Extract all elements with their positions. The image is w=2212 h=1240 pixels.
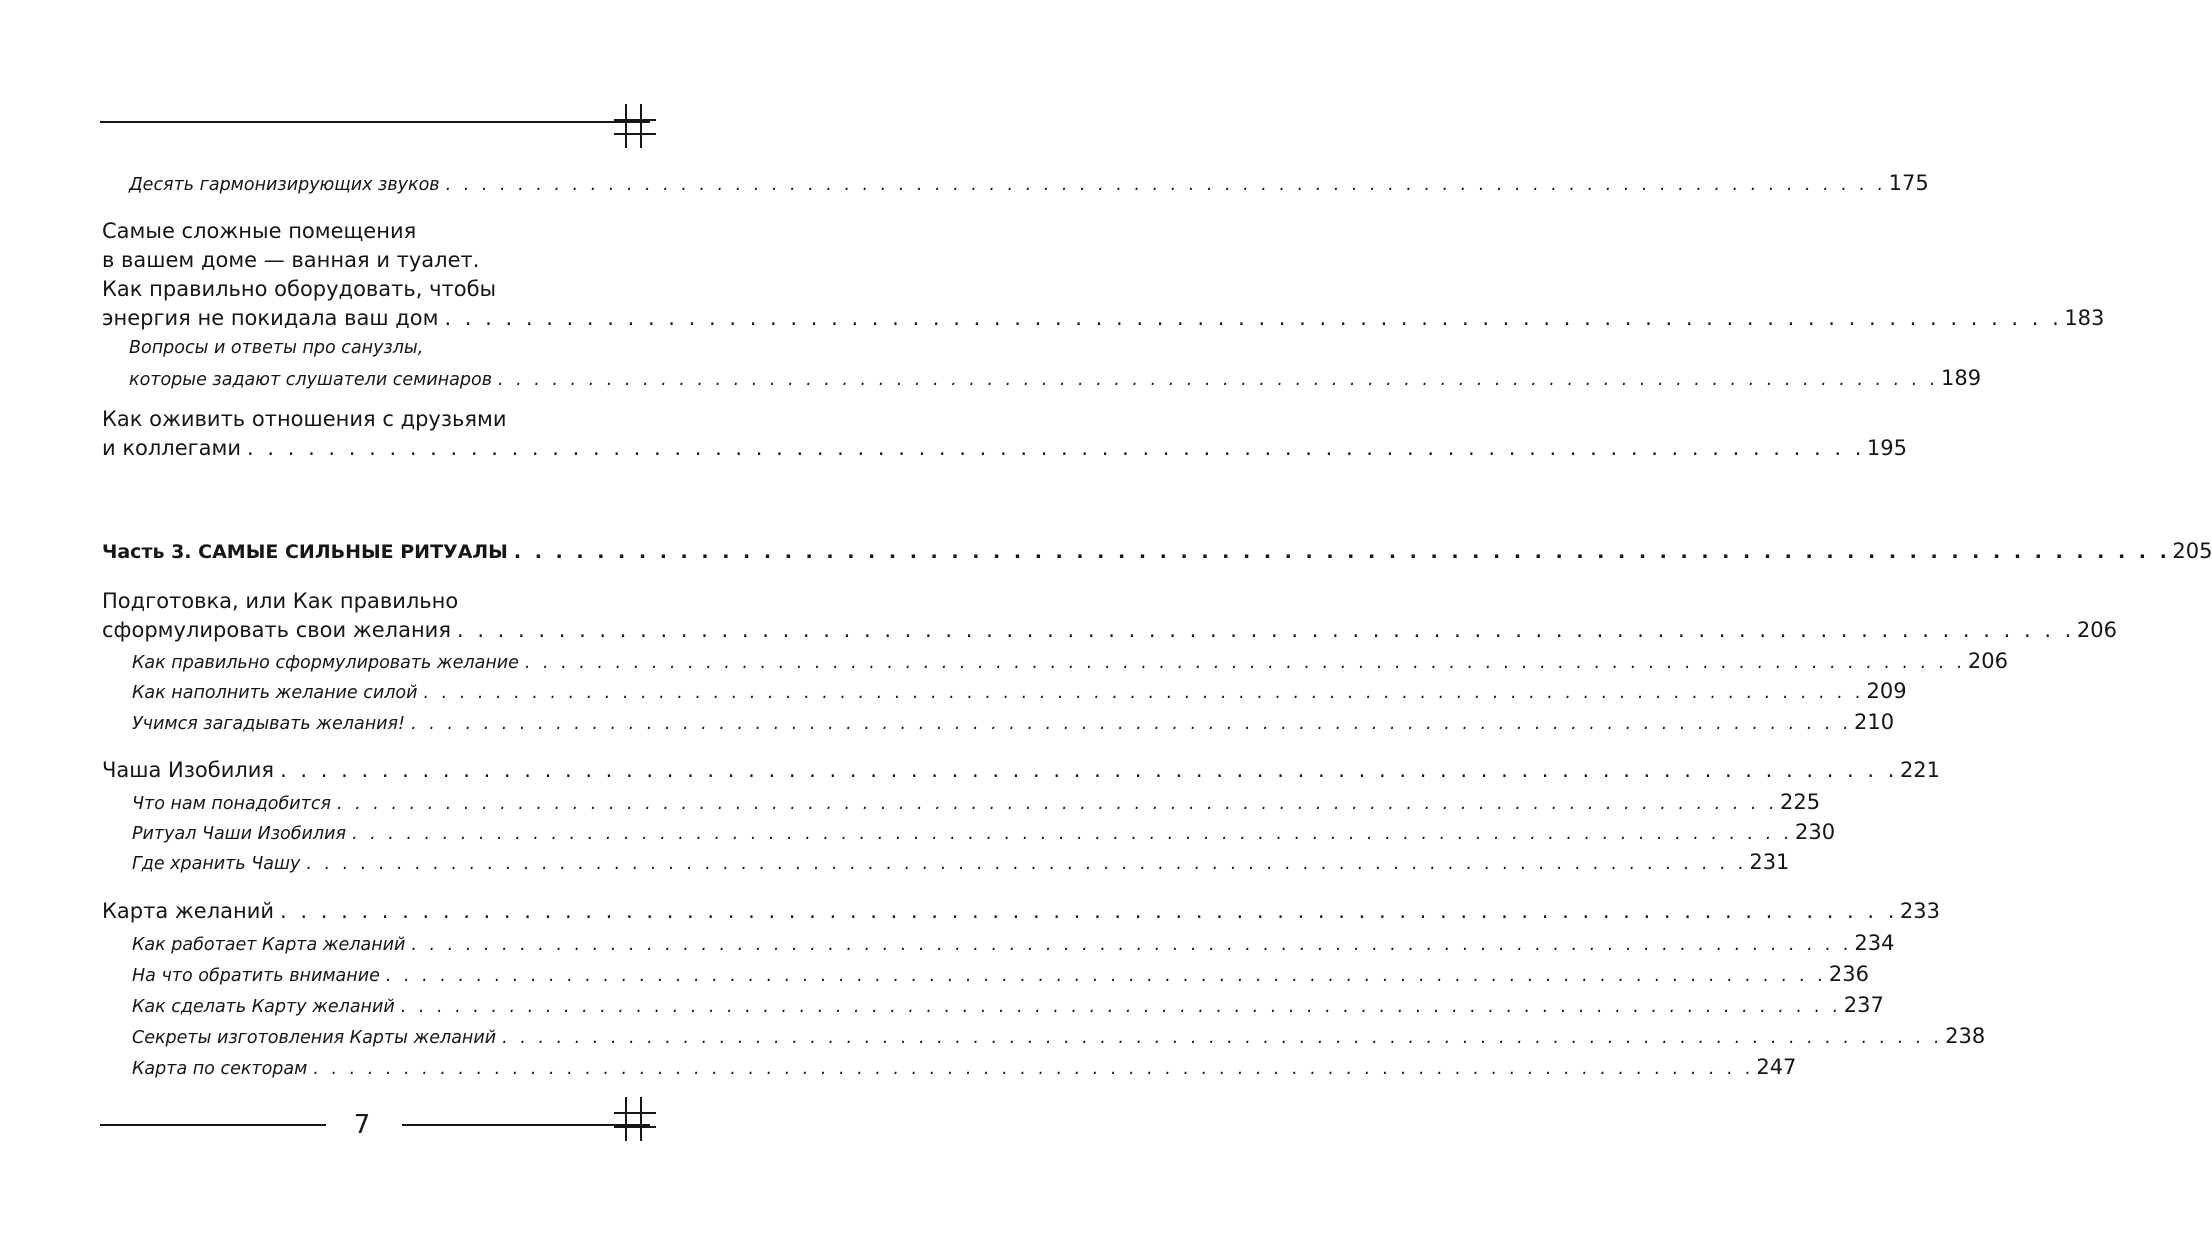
toc-line	[102, 959, 1869, 989]
dot-leader: . . . . . . . . . . . . . . . . . . . . . . . . . . . . . . . . . . . . . . . . . . . . . . . . . . . . . . . . . . . . . . . . . . . . . . . . . . . . . . . .	[337, 794, 1779, 814]
toc-entry-title: Ритуал Чаши Изобилия	[132, 824, 346, 844]
toc-line	[102, 787, 1821, 817]
toc-line	[102, 707, 1895, 737]
toc-page-number: 206	[2076, 618, 2117, 642]
toc-entry-title: Самые сложные помещения	[102, 219, 417, 243]
toc-entry-title: энергия не покидала ваш дом	[102, 306, 439, 330]
toc-part-heading[interactable]	[102, 537, 2212, 566]
toc-line	[102, 756, 1941, 785]
toc-line	[102, 990, 1884, 1020]
toc-entry-title: Как наполнить желание силой	[132, 683, 418, 703]
toc-page-number: 234	[1854, 931, 1895, 955]
toc-entry[interactable]	[102, 333, 1982, 393]
dot-leader: . . . . . . . . . . . . . . . . . . . . . . . . . . . . . . . . . . . . . . . . . . . . . . . . . . . . . . . . . . . . . . . . . . . . . . . . . . . . . . . .	[385, 966, 1827, 986]
dot-leader: . . . . . . . . . . . . . . . . . . . . . . . . . . . . . . . . . . . . . . . . . . . . . . . . . . . . . . . . . . . . . . . . . . . . . . . . . . . . . . . .	[280, 899, 1898, 923]
toc-entry-title: Как правильно сформулировать желание	[132, 653, 519, 673]
toc-line	[102, 897, 1941, 926]
dot-leader: . . . . . . . . . . . . . . . . . . . . . . . . . . . . . . . . . . . . . . . . . . . . . . . . . . . . . . . . . . . . . . . . . . . . . . . . . . . . . . . .	[280, 758, 1898, 782]
dot-leader: . . . . . . . . . . . . . . . . . . . . . . . . . . . . . . . . . . . . . . . . . . . . . . . . . . . . . . . . . . . . . . . . . . . . . . . . . . . . . . . .	[313, 1059, 1755, 1079]
toc-entry[interactable]	[102, 817, 1836, 847]
toc-entry-title: На что обратить внимание	[132, 966, 380, 986]
toc-entry[interactable]	[102, 756, 1941, 785]
toc-entry[interactable]	[102, 847, 1790, 877]
toc-page-number: 233	[1899, 899, 1941, 923]
toc-entry[interactable]	[102, 1052, 1797, 1082]
toc-line	[102, 646, 2008, 676]
toc-line	[102, 676, 1907, 706]
toc-entry-title: которые задают слушатели семинаров	[129, 370, 493, 390]
toc-entry-title: Подготовка, или Как правильно	[102, 589, 459, 613]
toc-entry[interactable]	[102, 1021, 1986, 1051]
toc-page-number: 195	[1866, 436, 1907, 460]
toc-entry[interactable]	[102, 928, 1895, 958]
toc-page-number: 221	[1899, 758, 1941, 782]
toc-page-number: 210	[1854, 710, 1895, 734]
bottom-hash-mark	[614, 1097, 656, 1141]
toc-entry-title: и коллегами	[102, 436, 242, 460]
toc-entry-title: Десять гармонизирующих звуков	[129, 175, 440, 195]
dot-leader: . . . . . . . . . . . . . . . . . . . . . . . . . . . . . . . . . . . . . . . . . . . . . . . . . . . . . . . . . . . . . . . . . . . . . . . . . . . . . . . .	[247, 436, 1865, 460]
dot-leader: . . . . . . . . . . . . . . . . . . . . . . . . . . . . . . . . . . . . . . . . . . . . . . . . . . . . . . . . . . . . . . . . . . . . . . . . . . . . . . . .	[445, 175, 1887, 195]
top-rule	[100, 121, 650, 123]
toc-entry-title: Что нам понадобится	[132, 794, 332, 814]
toc-entry[interactable]	[102, 405, 1907, 463]
dot-leader: . . . . . . . . . . . . . . . . . . . . . . . . . . . . . . . . . . . . . . . . . . . . . . . . . . . . . . . . . . . . . . . . . . . . . . . . . . . . . . . .	[524, 653, 1966, 673]
toc-line	[102, 616, 2117, 645]
toc-entry-title: Как работает Карта желаний	[132, 935, 406, 955]
toc-page-number: 231	[1749, 850, 1790, 874]
toc-entry-title: Часть 3. САМЫЕ СИЛЬНЫЕ РИТУАЛЫ	[102, 541, 508, 563]
toc-line	[102, 847, 1790, 877]
dot-leader: . . . . . . . . . . . . . . . . . . . . . . . . . . . . . . . . . . . . . . . . . . . . . . . . . . . . . . . . . . . . . . . . . . . . . . . . . . . . . . . .	[351, 824, 1793, 844]
toc-page-number: 183	[2064, 306, 2105, 330]
toc-entry[interactable]	[102, 217, 2105, 333]
toc-entry[interactable]	[102, 787, 1821, 817]
toc-line	[102, 928, 1895, 958]
dot-leader: . . . . . . . . . . . . . . . . . . . . . . . . . . . . . . . . . . . . . . . . . . . . . . . . . . . . . . . . . . . . . . . . . . . . . . . . . . . . . . . .	[411, 714, 1853, 734]
toc-entry-title: Секреты изготовления Карты желаний	[132, 1028, 497, 1048]
toc-entry[interactable]	[102, 587, 2117, 645]
toc-line	[102, 434, 1907, 463]
toc-page-number: 206	[1967, 649, 2008, 673]
toc-entry[interactable]	[102, 676, 1907, 706]
toc-line	[102, 1021, 1986, 1051]
toc-line	[102, 1052, 1797, 1082]
toc-page-number: 236	[1828, 962, 1869, 986]
toc-entry-title: Чаша Изобилия	[102, 758, 275, 782]
toc-line	[102, 817, 1836, 847]
toc-entry-title: в вашем доме — ванная и туалет.	[102, 248, 480, 272]
dot-leader: . . . . . . . . . . . . . . . . . . . . . . . . . . . . . . . . . . . . . . . . . . . . . . . . . . . . . . . . . . . . . . . . . . . . . . . . . . . . . . . .	[456, 618, 2075, 642]
toc-entry[interactable]	[102, 897, 1941, 926]
toc-entry-title: Где хранить Чашу	[132, 854, 301, 874]
dot-leader: . . . . . . . . . . . . . . . . . . . . . . . . . . . . . . . . . . . . . . . . . . . . . . . . . . . . . . . . . . . . . . . . . . . . . . . . . . . . . . . .	[498, 370, 1939, 390]
dot-leader: . . . . . . . . . . . . . . . . . . . . . . . . . . . . . . . . . . . . . . . . . . . . . . . . . . . . . . . . . . . . . . . . . . . . . . . . . . . . . . . .	[444, 306, 2063, 330]
toc-entry-title: Как сделать Карту желаний	[132, 997, 395, 1017]
dot-leader: . . . . . . . . . . . . . . . . . . . . . . . . . . . . . . . . . . . . . . . . . . . . . . . . . . . . . . . . . . . . . . . . . . . . . . . . . . . . . . . .	[411, 935, 1853, 955]
toc-page-number: 237	[1843, 993, 1884, 1017]
toc-page-number: 175	[1888, 171, 1929, 195]
toc-entry[interactable]	[102, 959, 1869, 989]
toc-entry[interactable]	[102, 169, 1929, 198]
toc-entry-title: Карта по секторам	[132, 1059, 308, 1079]
page-number: 7	[353, 1110, 371, 1140]
dot-leader: . . . . . . . . . . . . . . . . . . . . . . . . . . . . . . . . . . . . . . . . . . . . . . . . . . . . . . . . . . . . . . . . . . . . . . . . . . . . . . . .	[423, 683, 1865, 703]
top-hash-mark	[614, 104, 656, 148]
toc-page-number: 225	[1780, 790, 1821, 814]
toc-page-number: 189	[1941, 366, 1982, 390]
toc-line	[102, 169, 1929, 198]
toc-page-number: 238	[1945, 1024, 1986, 1048]
toc-entry[interactable]	[102, 646, 2008, 676]
toc-line	[102, 304, 2105, 333]
dot-leader: . . . . . . . . . . . . . . . . . . . . . . . . . . . . . . . . . . . . . . . . . . . . . . . . . . . . . . . . . . . . . . . . . . . . . . . . . . . . . . . .	[400, 997, 1842, 1017]
toc-entry[interactable]	[102, 990, 1884, 1020]
toc-page-number: 247	[1756, 1055, 1797, 1079]
toc-entry-title: Учимся загадывать желания!	[132, 714, 406, 734]
toc-page-number: 209	[1866, 679, 1907, 703]
toc-entry-title: сформулировать свои желания	[102, 618, 451, 642]
dot-leader: . . . . . . . . . . . . . . . . . . . . . . . . . . . . . . . . . . . . . . . . . . . . . . . . . . . . . . . . . . . . . . . . . . . . . . . . . . . . . . . .	[502, 1028, 1944, 1048]
dot-leader: . . . . . . . . . . . . . . . . . . . . . . . . . . . . . . . . . . . . . . . . . . . . . . . . . . . . . . . . . . . . . . . . . . . . . . . . . . . . . . . .	[513, 541, 2171, 563]
toc-entry-title: Как правильно оборудовать, чтобы	[102, 277, 497, 301]
toc-entry-title: Вопросы и ответы про санузлы,	[129, 338, 424, 358]
toc-page-number: 230	[1794, 820, 1836, 844]
dot-leader: . . . . . . . . . . . . . . . . . . . . . . . . . . . . . . . . . . . . . . . . . . . . . . . . . . . . . . . . . . . . . . . . . . . . . . . . . . . . . . . .	[306, 854, 1748, 874]
bottom-rule-left	[100, 1124, 326, 1126]
toc-line	[102, 363, 1982, 393]
toc-line	[102, 537, 2212, 566]
toc-page-number: 205	[2172, 539, 2212, 563]
toc-entry[interactable]	[102, 707, 1895, 737]
toc-entry-title: Как оживить отношения с друзьями	[102, 407, 507, 431]
toc-entry-title: Карта желаний	[102, 899, 275, 923]
bottom-rule-right	[402, 1124, 650, 1126]
